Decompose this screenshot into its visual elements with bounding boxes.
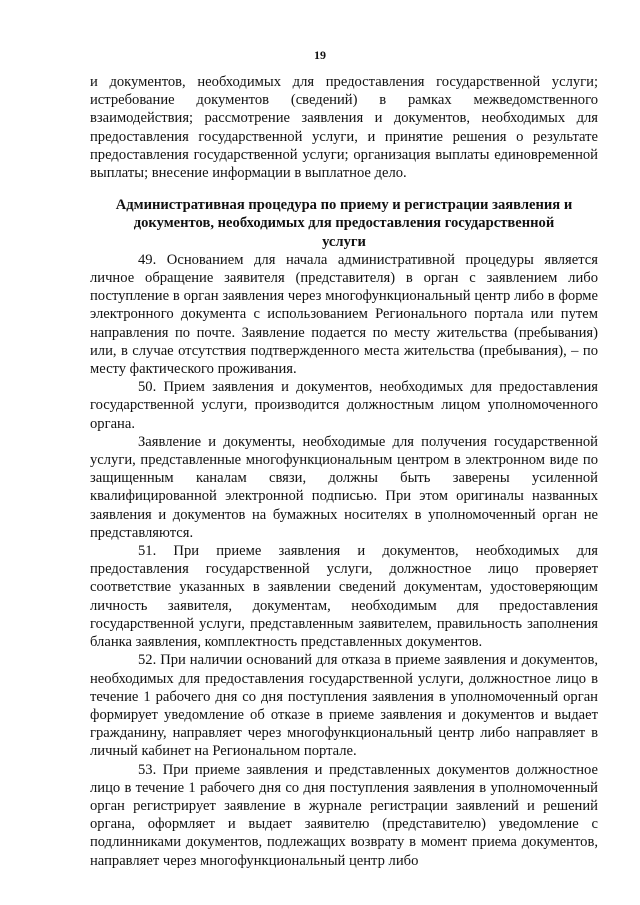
paragraph-mfc-documents: Заявление и документы, необходимые для получения государственной услуги, представленные многофункциональным центром в электронном виде по защищенным каналам связи, должны быть заверены усиленной квалифицированной электронной подписью. При этом оригиналы названных заявления и документов на бумажных носителях в уполномоченный орган не представляются. <box>90 433 598 541</box>
paragraph-49: 49. Основанием для начала административной процедуры является личное обращение заявителя (представителя) в орган с заявлением либо поступление в орган заявления через многофункциональный центр либо в форме электронного документа с использованием Регионального портала или путем направления по почте. Заявление подается по месту жительства (пребывания) или, в случае отсутствия подтвержденного места жительства (пребывания), – по месту фактического проживания. <box>90 251 598 378</box>
paragraph-51: 51. При приеме заявления и документов, необходимых для предоставления государственной услуги, должностное лицо проверяет соответствие указанных в заявлении сведений документам, удостоверяющим личность заявителя, документам, необходимым для предоставления государственной услуги, представленным заявителем, правильность заполнения бланка заявления, комплектность представленных документов. <box>90 543 598 651</box>
paragraph-53: 53. При приеме заявления и представленных документов должностное лицо в течение 1 рабочего дня со дня поступления заявления в уполномоченный орган регистрирует заявление в журнале регистрации заявлений и решений органа, оформляет и выдает заявителю (представителю) уведомление с подлинниками документов, подлежащих возврату в момент приема документов, направляет через многофункциональный центр либо <box>90 761 598 869</box>
paragraph-50: 50. Прием заявления и документов, необходимых для предоставления государственной услуги, производится должностным лицом уполномоченного органа. <box>90 379 598 432</box>
paragraph-52: 52. При наличии оснований для отказа в приеме заявления и документов, необходимых для предоставления государственной услуги, должностное лицо в течение 1 рабочего дня со дня поступления заявления в уполномоченный орган формирует уведомление об отказе в приеме заявления и документов и выдает гражданину, направляет через многофункциональный центр либо направляет в личный кабинет на Региональном портале. <box>90 652 598 760</box>
page-number: 19 <box>314 48 326 62</box>
document-body <box>90 73 598 870</box>
intro-paragraph: и документов, необходимых для предоставления государственной услуги; истребование документов (сведений) в рамках межведомственного взаимодействия; рассмотрение заявления и документов, необходимых для предоставления государственной услуги, и принятие решения о результате предоставления государственной услуги; организация выплаты единовременной выплаты; внесение информации в выплатное дело. <box>90 74 598 182</box>
section-heading: Административная процедура по приему и регистрации заявления и документов, необходимых для предоставления государственной услуги <box>115 197 573 250</box>
